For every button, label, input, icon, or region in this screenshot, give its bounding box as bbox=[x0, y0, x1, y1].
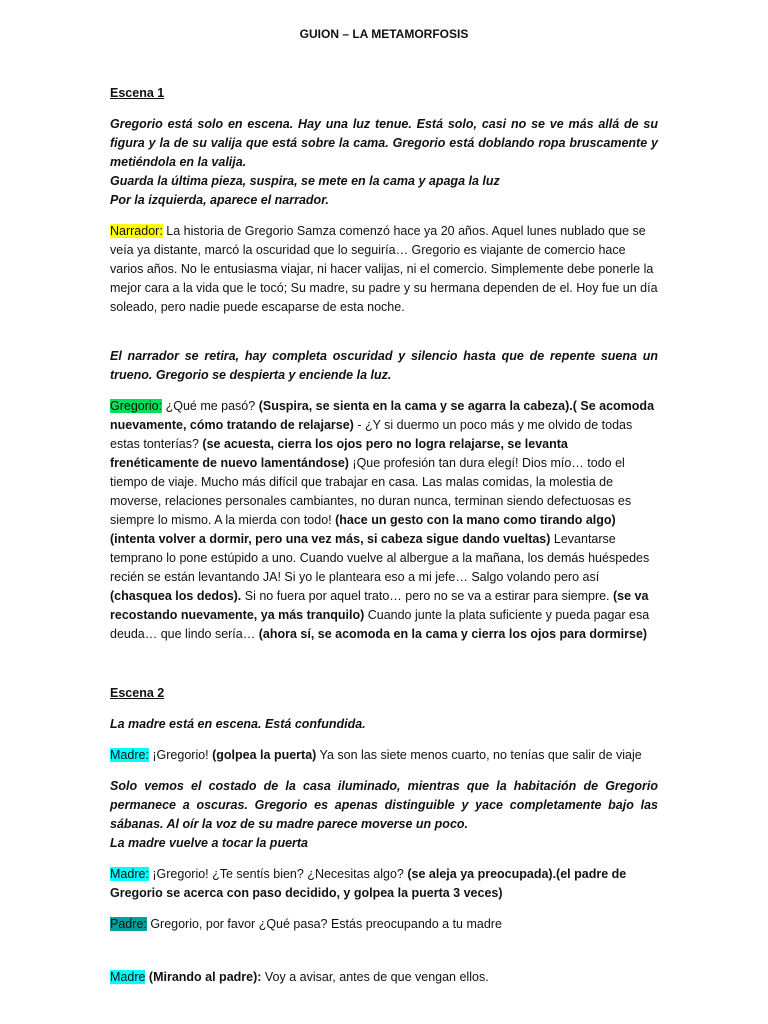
scene-2-direction-2 bbox=[110, 777, 658, 853]
scene-1-direction-2: El narrador se retira, hay completa oscuridad y silencio hasta que de repente suena un trueno. Gregorio se despierta y enciende la luz. bbox=[110, 349, 658, 382]
padre-line bbox=[110, 915, 658, 934]
document-title: GUION – LA METAMORFOSIS bbox=[299, 27, 469, 41]
direction-line: La madre vuelve a tocar la puerta bbox=[110, 836, 309, 850]
dialogue-text: ¡Gregorio! bbox=[148, 748, 213, 762]
dialogue-text: Si no fuera por aquel trato… pero no se va a estirar para siempre. bbox=[241, 589, 614, 603]
stage-direction: (hace un gesto con la mano como tirando algo) bbox=[335, 513, 616, 527]
scene-2-heading: Escena 2 bbox=[110, 686, 165, 700]
speaker-madre: Madre: bbox=[110, 867, 149, 881]
direction-line: Solo vemos el costado de la casa iluminado, mientras que la habitación de Gregorio permanece a oscuras. Gregorio es apenas distinguible y yace completamente bajo las sábanas. Al oír la voz de su madre parece moverse un poco. bbox=[110, 779, 658, 831]
dialogue-text: ¡Que profesión tan dura elegí! Dios mío… todo el tiempo de viaje. Mucho más difícil que trabajar en casa. Las malas comidas, la molestia de moverse, relaciones personales cambiantes, no duran nunca, terminan siendo defectuosas es siempre lo mismo. A la mierda con todo! bbox=[110, 456, 632, 527]
speaker-madre: Madre bbox=[110, 970, 146, 984]
stage-direction: (ahora sí, se acomoda en la cama y cierra los ojos para dormirse) bbox=[258, 627, 648, 641]
stage-direction: (intenta volver a dormir, pero una vez más, si cabeza sigue dando vueltas) bbox=[110, 532, 551, 546]
stage-direction: (se va recostando nuevamente, ya más tranquilo) bbox=[110, 589, 649, 622]
dialogue-text: Ya son las siete menos cuarto, no tenías que salir de viaje bbox=[316, 748, 642, 762]
madre-line-1 bbox=[110, 746, 658, 765]
madre-line-3 bbox=[110, 968, 658, 987]
dialogue-text: Levantarse temprano lo pone estúpido a uno. Cuando vuelve al albergue a la mañana, los demás huéspedes recién se están levantando JA! Si yo le planteara eso a mi jefe… Salgo volando pero así bbox=[110, 532, 650, 584]
narrador-line bbox=[110, 222, 658, 317]
scene-2-direction: La madre está en escena. Está confundida. bbox=[110, 717, 366, 731]
stage-direction: (golpea la puerta) bbox=[212, 748, 317, 762]
madre-line-2 bbox=[110, 865, 658, 903]
direction-line: Por la izquierda, aparece el narrador. bbox=[110, 193, 329, 207]
speaker-gregorio: Gregorio: bbox=[110, 399, 163, 413]
stage-direction: (chasquea los dedos). bbox=[110, 589, 242, 603]
stage-direction: (se acuesta, cierra los ojos pero no logra relajarse, se levanta frenéticamente de nuevo lamentándose) bbox=[110, 437, 568, 470]
stage-direction: (Suspira, se sienta en la cama y se agarra la cabeza).( Se acomoda nuevamente, cómo tratando de relajarse) bbox=[110, 399, 655, 432]
direction-line: Guarda la última pieza, suspira, se mete en la cama y apaga la luz bbox=[110, 174, 500, 188]
scene-1-direction bbox=[110, 115, 658, 210]
dialogue-text: La historia de Gregorio Samza comenzó hace ya 20 años. Aquel lunes nublado que se veía ya distante, marcó la oscuridad que lo seguiría… Gregorio es viajante de comercio hace varios años. No le entusiasma viajar, ni hacer valijas, ni el comercio. Simplemente debe ponerle la mejor cara a la vida que le tocó; Su madre, su padre y su hermana dependen de el. Hoy fue un día soleado, pero nadie puede escaparse de esta noche. bbox=[110, 224, 658, 314]
dialogue-text: Gregorio, por favor ¿Qué pasa? Estás preocupando a tu madre bbox=[146, 917, 502, 931]
dialogue-text: Cuando junte la plata suficiente y pueda pagar esa deuda… que lindo sería… bbox=[110, 608, 650, 641]
dialogue-text: - ¿Y si duermo un poco más y me olvido de todas estas tonterías? bbox=[110, 418, 633, 451]
dialogue-text: ¿Qué me pasó? bbox=[162, 399, 259, 413]
dialogue-text: Voy a avisar, antes de que vengan ellos. bbox=[261, 970, 489, 984]
speaker-narrador: Narrador: bbox=[110, 224, 163, 238]
speaker-padre: Padre: bbox=[110, 917, 147, 931]
stage-direction: (Mirando al padre): bbox=[145, 970, 262, 984]
scene-1-heading: Escena 1 bbox=[110, 86, 165, 100]
stage-direction: (se aleja ya preocupada).(el padre de Gregorio se acerca con paso decidido, y golpea la puerta 3 veces) bbox=[110, 867, 627, 900]
direction-line: Gregorio está solo en escena. Hay una luz tenue. Está solo, casi no se ve más allá de su figura y la de su valija que está sobre la cama. Gregorio está doblando ropa bruscamente y metiéndola en la valija. bbox=[110, 117, 658, 169]
gregorio-line bbox=[110, 397, 658, 644]
speaker-madre: Madre: bbox=[110, 748, 149, 762]
dialogue-text: ¡Gregorio! ¿Te sentís bien? ¿Necesitas algo? bbox=[148, 867, 408, 881]
